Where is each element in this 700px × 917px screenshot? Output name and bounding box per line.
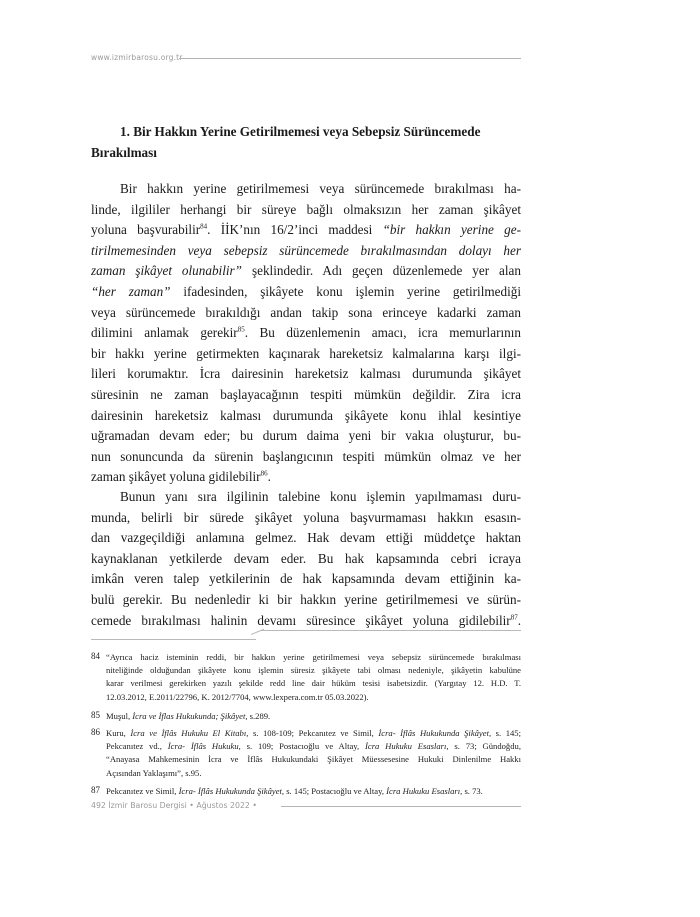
footnote-87	[91, 785, 521, 798]
footnote-run: , s.289.	[245, 711, 271, 721]
footnote-line: 12.03.2012, E.2011/22796, K. 2012/7704, www.lexpera.com.tr 05.03.2022).	[106, 691, 369, 702]
heading-line-1: 1. Bir Hakkın Yerine Getirilmemesi veya Sebepsiz Sürüncemede	[120, 124, 481, 139]
footnote-line	[106, 727, 521, 740]
footnote-run: Pekcanıtez ve Simil,	[106, 786, 179, 796]
text-run: .	[517, 612, 521, 628]
separator-line-right	[261, 630, 521, 631]
text-line	[91, 241, 521, 262]
text-line: nun sonuncunda da sürenin başlangıcının tespiti mümkün olmaz ve her	[91, 448, 521, 464]
text-line: munda, belirli bir sürede şikâyet yoluna başvurmaması hakkın esasın-	[91, 509, 521, 525]
footnote-run: , s. 108-109; Pekcanıtez ve Simil,	[246, 728, 379, 738]
footnote-ref-84[interactable]: 84	[200, 222, 208, 231]
text-line: veya sürüncemede bırakıldığı andan takip sona erinceye kadarki zaman	[91, 304, 521, 320]
footnote-86	[91, 727, 521, 780]
footnote-ref-86[interactable]: 86	[260, 469, 268, 478]
separator-line-left	[91, 639, 256, 640]
footnote-line: karar verilmesi gerekirken yazılı şekilde redd line dair hüküm tesisi isabetsizdir. (Yargıtay 12. H.D. T.	[106, 678, 521, 689]
footnote-run: Muşul,	[106, 711, 133, 721]
site-url[interactable]: www.izmirbarosu.org.tr	[91, 53, 183, 62]
text-run: şeklindedir. Adı geçen düzenlemede yer alan	[242, 263, 521, 279]
footnote-run: , s. 145;	[488, 728, 521, 738]
quote-run: “bir hakkın yerine ge-	[382, 222, 521, 238]
text-run: ifadesinden, şikâyete konu işlemin yerine getirilmediği	[170, 283, 521, 299]
page-header	[91, 53, 521, 67]
footnote-run: , s. 73; Gündoğdu,	[446, 741, 521, 752]
section-heading	[91, 121, 521, 163]
page-footer	[91, 801, 521, 815]
header-rule	[179, 58, 521, 59]
footnote-line: “Ayrıca haciz isteminin reddi, bir hakkın yerine getirilmemesi veya sebepsiz sürüncemede bırakılması	[106, 652, 521, 662]
text-run: .	[267, 469, 271, 485]
footnote-number: 87	[91, 785, 100, 795]
footnote-run: , s. 109; Postacıoğlu ve Altay,	[238, 741, 366, 752]
text-line	[91, 323, 521, 344]
text-line: Bir hakkın yerine getirilmemesi veya sürüncemede bırakılması ha-	[120, 181, 521, 196]
book-title: İcra ve İflas Hukukunda; Şikâyet	[132, 711, 246, 721]
book-title: İcra- İflâs Hukuku	[167, 741, 239, 752]
footnote-ref-87[interactable]: 87	[510, 613, 518, 622]
book-title: İcra Hukuku Esasları	[386, 786, 461, 796]
footnote-line	[106, 740, 521, 753]
footnote-run: , s. 73.	[460, 786, 483, 796]
footnote-line: niteliğinde olduğundan şikâyete konu işlemin süresiz şikâyete tabi olması nedeniyle, şikâyetin kabulüne	[106, 665, 521, 676]
book-title: İcra- İflâs Hukukunda Şikâyet	[378, 728, 489, 738]
paragraph-2	[91, 487, 521, 631]
footnote-number: 84	[91, 651, 100, 661]
text-line: kaynaklanan yetkilerde devam eder. Bu hak kapsamında cebri icraya	[91, 550, 521, 566]
footnote-number: 86	[91, 727, 100, 737]
text-line: linde, ilgililer herhangi bir süreye bağlı olmaksızın her zaman şikâyet	[91, 201, 521, 217]
text-line	[91, 220, 521, 241]
footnote-84	[91, 651, 521, 704]
footnote-line: “Anayasa Mahkemesinin İcra ve İflâs Hukukundaki Şikâyet Müessesesine Hukuki Dinlenilme Hakkı	[106, 754, 521, 765]
text-line: bir hakkı yerine getirmekten kaçınarak hareketsiz kalmalarına karşı ilgi-	[91, 345, 521, 361]
footnote-line: Açısından Yaklaşımı”, s.95.	[106, 767, 202, 778]
text-run: . Bu düzenlemenin amacı, icra memurlarının	[244, 325, 521, 341]
book-title: İcra ve İflâs Hukuku El Kitabı	[130, 728, 247, 738]
text-line: uğramadan devam eder; bu durum daima yeni bir vakıa oluşturur, bu-	[91, 428, 521, 444]
footer-rule	[281, 806, 521, 807]
text-line: dairesinin hareketsiz kalması durumunda şikâyete konu ihlal kesintiye	[91, 407, 521, 423]
text-line: imkân veren talep yetkilerinin de hak kapsamında devam ettiğinin ka-	[91, 571, 521, 587]
footer-text: 492 İzmir Barosu Dergisi • Ağustos 2022 •	[91, 801, 257, 810]
text-line: dan vazgeçildiği anlamına gelmez. Hak devam ettiği müddetçe haktan	[91, 530, 521, 546]
quote-run: zaman şikâyet olunabilir”	[91, 263, 243, 279]
book-title: İcra- İflâs Hukukunda Şikâyet	[178, 786, 282, 796]
book-title: İcra Hukuku Esasları	[365, 741, 447, 752]
paragraph-1	[91, 179, 521, 488]
footnote-run: , s. 145; Postacıoğlu ve Altay,	[281, 786, 387, 796]
text-line: lileri korumaktır. İcra dairesinin hareketsiz kalması durumunda şikâyet	[91, 366, 521, 382]
text-line: Bunun yanı sıra ilgilinin talebine konu işlemin yapılmaması duru-	[120, 489, 521, 504]
text-run: yoluna başvurabilir	[91, 222, 201, 238]
heading-line-2: Bırakılması	[91, 145, 157, 160]
text-line	[91, 261, 521, 282]
quote-run: tirilmemesinden veya sebepsiz sürüncemede bırakılmasından dolayı her	[91, 242, 521, 258]
text-line	[91, 611, 521, 632]
text-run: . İİK’nın 16/2’inci maddesi	[207, 222, 383, 238]
quote-run: “her zaman”	[91, 283, 171, 299]
footnote-run: Kuru,	[106, 728, 131, 738]
footnote-85	[91, 710, 521, 723]
footnote-ref-85[interactable]: 85	[237, 325, 245, 334]
text-line: bulü gerekir. Bu nedenledir ki bir hakkın yerine getirilmemesi ve sürün-	[91, 591, 521, 607]
text-line	[91, 282, 521, 303]
text-run: zaman şikâyet yoluna gidilebilir	[91, 469, 261, 485]
text-line	[91, 467, 521, 488]
footnote-run: Pekcanıtez vd.,	[106, 741, 168, 752]
footnote-number: 85	[91, 710, 100, 720]
text-run: dilimini anlamak gerekir	[91, 325, 238, 341]
footnote-separator	[91, 630, 521, 642]
text-line: süresinin ne zaman başlayacağının tespiti mümkün değildir. Zira icra	[91, 386, 521, 402]
text-run: cemede bırakılması halinin devamı süresince şikâyet yoluna gidilebilir	[91, 612, 511, 628]
